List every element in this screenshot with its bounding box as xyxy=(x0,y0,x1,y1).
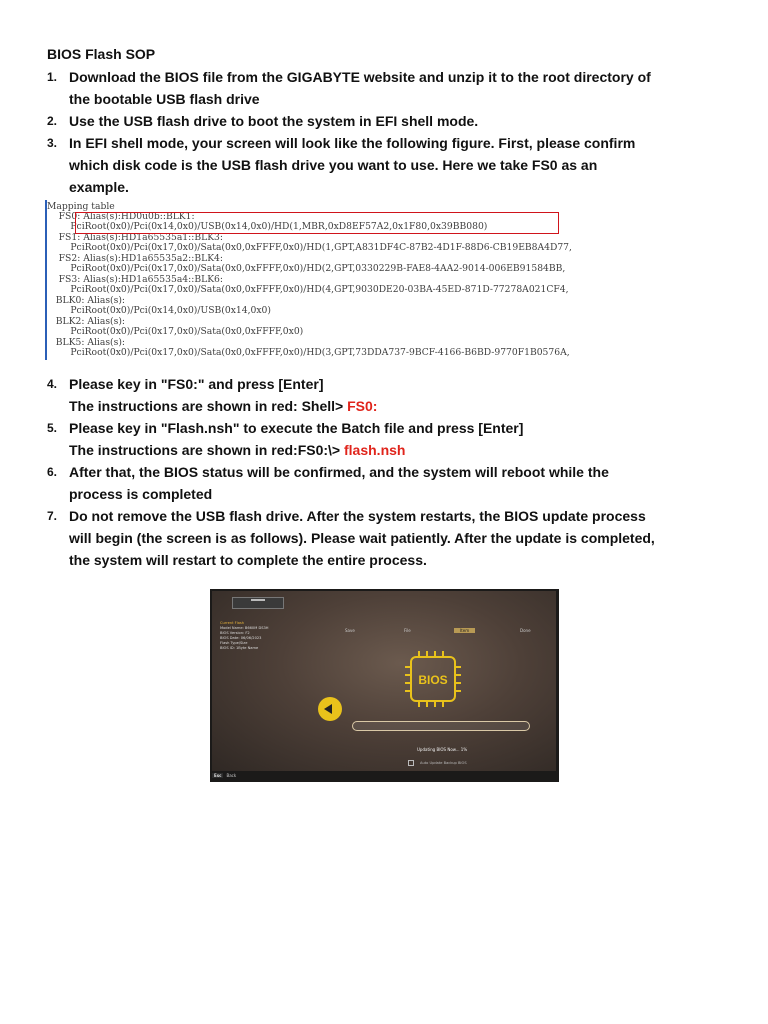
update-progress-bar xyxy=(352,721,530,731)
step-line: example. xyxy=(69,179,129,195)
step-line: Please key in "FS0:" and press [Enter] xyxy=(69,376,324,392)
flash-info-panel xyxy=(220,621,300,651)
option-label: Auto Update Backup BIOS xyxy=(420,761,467,765)
menu-item-selected: Item xyxy=(454,628,475,633)
step-line xyxy=(69,439,729,461)
step-number: 3. xyxy=(47,136,58,150)
shell-line: FS3: Alias(s):HD1a65535a4::BLK6: xyxy=(47,274,223,285)
step-line xyxy=(69,395,729,417)
chip-label: BIOS xyxy=(418,673,448,687)
shell-line: PciRoot(0x0)/Pci(0x14,0x0)/USB(0x14,0x0)/HD(1,MBR,0xD8EF57A2,0x1F80,0x39BB080) xyxy=(47,221,488,232)
bios-update-screen xyxy=(212,591,556,771)
back-hint xyxy=(212,773,236,778)
step-line: In EFI shell mode, your screen will look like the following figure. First, please confirm xyxy=(69,135,636,151)
side-line: BIOS Version: F2 xyxy=(220,631,250,635)
step-number: 5. xyxy=(47,421,58,435)
bios-update-photo xyxy=(210,589,559,782)
step-number: 6. xyxy=(47,465,58,479)
shell-line: PciRoot(0x0)/Pci(0x17,0x0)/Sata(0x0,0xFFFF,0x0)/HD(4,GPT,9030DE20-03BA-45ED-871D-77278A021CF4, xyxy=(47,284,569,295)
shell-line: FS0: Alias(s):HD0u0b::BLK1: xyxy=(47,211,195,222)
shell-line: PciRoot(0x0)/Pci(0x17,0x0)/Sata(0x0,0xFFFF,0x0)/HD(1,GPT,A831DF4C-87B2-4D1F-88D6-CB19EB8A4D77, xyxy=(47,242,572,253)
shell-line: PciRoot(0x0)/Pci(0x17,0x0)/Sata(0x0,0xFFFF,0x0)/HD(3,GPT,73DDA737-9BCF-4166-B6BD-9770F1B0576A, xyxy=(47,347,570,358)
back-arrow-icon xyxy=(318,697,342,721)
fs0-highlight-box xyxy=(75,212,559,234)
step-line: process is completed xyxy=(69,486,213,502)
shell-line: FS1: Alias(s):HD1a65535a1::BLK3: xyxy=(47,232,223,243)
step-number: 7. xyxy=(47,509,58,523)
command-text: FS0: xyxy=(347,398,378,414)
side-line: Flash Type/Size xyxy=(220,641,248,645)
step-line: the bootable USB flash drive xyxy=(69,91,260,107)
side-line: BIOS ID: 1Byte Name xyxy=(220,646,259,650)
shell-line: Mapping table xyxy=(47,201,115,212)
side-line: Model Name: B660M DS3H xyxy=(220,626,269,630)
step-number: 1. xyxy=(47,70,58,84)
side-line: BIOS Date: 06/06/2023 xyxy=(220,636,262,640)
menu-item: Done xyxy=(520,628,531,633)
shell-line: PciRoot(0x0)/Pci(0x14,0x0)/USB(0x14,0x0) xyxy=(47,305,271,316)
side-line: Current Flash xyxy=(220,621,245,625)
instruction-prefix: The instructions are shown in red: Shell> xyxy=(69,398,348,414)
esc-key: Esc xyxy=(214,773,222,778)
step-line: the system will restart to complete the entire process. xyxy=(69,552,427,568)
shell-line: BLK5: Alias(s): xyxy=(47,337,126,348)
step-line: Use the USB flash drive to boot the system in EFI shell mode. xyxy=(69,113,479,129)
shell-line: PciRoot(0x0)/Pci(0x17,0x0)/Sata(0x0,0xFFFF,0x0)/HD(2,GPT,0330229B-FAE8-4AA2-9014-006EB91584BB, xyxy=(47,263,566,274)
bios-chip-icon xyxy=(397,649,469,711)
step-line: Please key in "Flash.nsh" to execute the Batch file and press [Enter] xyxy=(69,420,524,436)
update-status-text: Updating BIOS Now... 1% xyxy=(417,747,468,752)
step-line: will begin (the screen is as follows). Please wait patiently. After the update is completed, xyxy=(69,530,655,546)
top-tab xyxy=(232,597,284,609)
shell-line: PciRoot(0x0)/Pci(0x17,0x0)/Sata(0x0,0xFFFF,0x0) xyxy=(47,326,304,337)
menu-item: File xyxy=(404,628,411,633)
menu-item: Save xyxy=(345,628,355,633)
shell-line: BLK0: Alias(s): xyxy=(47,295,126,306)
efi-mapping-table-figure xyxy=(45,200,595,360)
checkbox-icon xyxy=(408,760,414,766)
shell-line: FS2: Alias(s):HD1a65535a2::BLK4: xyxy=(47,253,223,264)
step-line: which disk code is the USB flash drive you want to use. Here we take FS0 as an xyxy=(69,157,598,173)
instruction-prefix: The instructions are shown in red:FS0:\> xyxy=(69,442,344,458)
step-number: 2. xyxy=(47,114,58,128)
step-line: Do not remove the USB flash drive. After the system restarts, the BIOS update process xyxy=(69,508,646,524)
step-line: After that, the BIOS status will be confirmed, and the system will reboot while the xyxy=(69,464,609,480)
step-number: 4. xyxy=(47,377,58,391)
step-line: Download the BIOS file from the GIGABYTE website and unzip it to the root directory of xyxy=(69,69,651,85)
auto-backup-option xyxy=(408,760,467,766)
command-text: flash.nsh xyxy=(344,442,406,458)
back-label: Back xyxy=(226,773,237,778)
shell-line: BLK2: Alias(s): xyxy=(47,316,126,327)
document-title: BIOS Flash SOP xyxy=(47,46,156,62)
